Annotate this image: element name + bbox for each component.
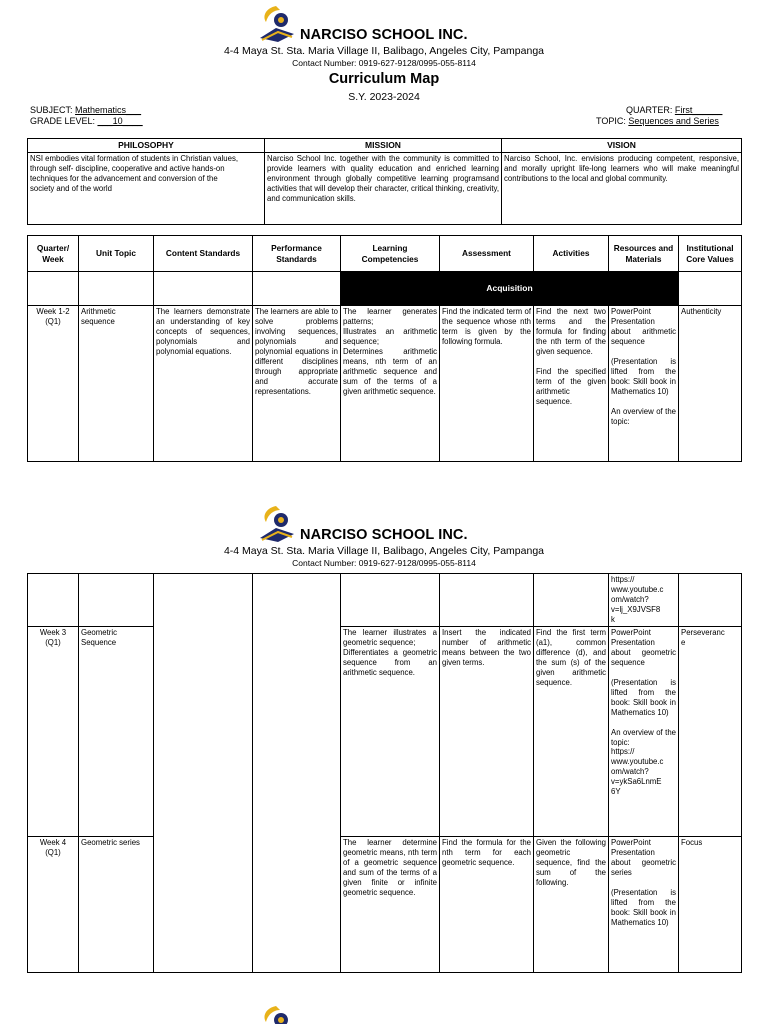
- table-row: [28, 626, 742, 836]
- quarter-value: First______: [674, 105, 723, 115]
- row-learning-competencies: The learner illustrates a geometric sequence; Differentiates a geometric sequence from an arithmetic sequence.: [341, 626, 440, 836]
- row-core-values: Authenticity: [679, 306, 742, 462]
- school-address: 4-4 Maya St. Sta. Maria Village II, Balibago, Angeles City, Pampanga: [223, 545, 545, 557]
- grade-label: GRADE LEVEL:: [30, 116, 96, 126]
- school-address: 4-4 Maya St. Sta. Maria Village II, Balibago, Angeles City, Pampanga: [223, 45, 545, 57]
- row-week: Week 1-2 (Q1): [28, 306, 79, 462]
- row-learning-competencies: The learner generates patterns; Illustrates an arithmetic sequence; Determines arithmetic means, nth term of an arithmetic sequence and sum of the terms of a given arithmetic sequence.: [341, 306, 440, 462]
- row-content-standards: The learners demonstrate an understanding of key concepts of sequences, polynomials and polynomial equations.: [154, 306, 253, 462]
- header-content-standards: Content Standards: [154, 236, 253, 272]
- row-assessment: Insert the indicated number of arithmetic means between the two given terms.: [440, 626, 534, 836]
- grade-value: ___10____: [97, 116, 143, 126]
- row-unit-topic: Geometric Sequence: [79, 626, 154, 836]
- header-assessment: Assessment: [440, 236, 534, 272]
- row-unit-topic: Arithmetic sequence: [79, 306, 154, 462]
- page-header: [0, 500, 768, 568]
- vision-text: Narciso School, Inc. envisions producing competent, responsive, and morally upright life-long learners who will make meaningful contributions to the local and global community.: [502, 152, 742, 224]
- philosophy-text: NSI embodies vital formation of students in Christian values, through self- discipline, cooperative and active hands-on techniques for the advancement and conversion of the society and of the world: [28, 152, 265, 224]
- header-activities: Activities: [534, 236, 609, 272]
- row-week: Week 4 (Q1): [28, 836, 79, 972]
- acquisition-band: Acquisition: [341, 272, 679, 306]
- subject-label: SUBJECT:: [30, 105, 73, 115]
- row-resources-continued: https:// www.youtube.c om/watch? v=lj_X9JVSF8 k: [609, 574, 679, 627]
- quarter-line: [626, 105, 722, 115]
- table-row: [28, 306, 742, 462]
- school-name: NARCISO SCHOOL INC.: [300, 527, 468, 543]
- mission-text: Narciso School Inc. together with the community is committed to provide learners with quality education and enriched learning environment through globally competitive learning programsand activities that will develop their character, critical thinking, creativity, and communication skills.: [265, 152, 502, 224]
- contact-number: Contact Number: 0919-627-9128/0995-055-8114: [292, 58, 476, 68]
- row-core-values: Focus: [679, 836, 742, 972]
- school-name: NARCISO SCHOOL INC.: [300, 27, 468, 43]
- mission-header: MISSION: [265, 139, 502, 153]
- header-performance-standards: Performance Standards: [253, 236, 341, 272]
- topic-line: [596, 116, 719, 126]
- school-logo-icon: [256, 4, 298, 44]
- school-logo-icon: [256, 1004, 298, 1024]
- content-standards-spanned-cell: [154, 574, 253, 973]
- quarter-label: QUARTER:: [626, 105, 673, 115]
- school-year: S.Y. 2023-2024: [348, 91, 420, 103]
- performance-standards-spanned-cell: [253, 574, 341, 973]
- row-week: Week 3 (Q1): [28, 626, 79, 836]
- vision-header: VISION: [502, 139, 742, 153]
- row-resources: PowerPoint Presentation about geometric series (Presentation is lifted from the book: Skill book in Mathematics 10): [609, 836, 679, 972]
- topic-label: TOPIC:: [596, 116, 626, 126]
- subject-value: Mathematics___: [75, 105, 142, 115]
- page-3: [0, 1000, 768, 1024]
- row-activities: Find the next two terms and the formula for finding the nth term of the given sequence. Find the specified term of the given arithmetic sequence.: [534, 306, 609, 462]
- header-core-values: Institutional Core Values: [679, 236, 742, 272]
- grade-line: [30, 116, 143, 126]
- row-assessment: Find the formula for the nth term for each geometric sequence.: [440, 836, 534, 972]
- header-unit-topic: Unit Topic: [79, 236, 154, 272]
- page-header: [0, 0, 768, 103]
- contact-number: Contact Number: 0919-627-9128/0995-055-8114: [292, 558, 476, 568]
- header-quarter-week: Quarter/ Week: [28, 236, 79, 272]
- row-unit-topic: Geometric series: [79, 836, 154, 972]
- curriculum-map-table: [27, 235, 742, 462]
- row-assessment: Find the indicated term of the sequence whose nth term is given by the following formula.: [440, 306, 534, 462]
- school-logo-icon: [256, 504, 298, 544]
- row-resources: PowerPoint Presentation about arithmetic sequence (Presentation is lifted from the book: Skill book in Mathematics 10) An overview of the topic:: [609, 306, 679, 462]
- page-2: [0, 500, 768, 980]
- topic-value: Sequences and Series: [628, 116, 719, 126]
- curriculum-map-table-continued: [27, 573, 742, 973]
- header-resources-materials: Resources and Materials: [609, 236, 679, 272]
- table-row: [28, 574, 742, 627]
- page-1: [0, 0, 768, 470]
- row-activities: Given the following geometric sequence, find the sum of the following.: [534, 836, 609, 972]
- row-learning-competencies: The learner determine geometric means, nth term of a geometric sequence and sum of the terms of a given finite or infinite geometric sequence.: [341, 836, 440, 972]
- table-row: [28, 836, 742, 972]
- row-resources: PowerPoint Presentation about geometric sequence (Presentation is lifted from the book: Skill book in Mathematics 10) An overview of the topic: https:// www.youtube.c om/watch? v=ykSa6LnmE 6Y: [609, 626, 679, 836]
- row-activities: Find the first term (a1), common difference (d), and the sum (s) of the given arithmetic sequence.: [534, 626, 609, 836]
- document-title: Curriculum Map: [328, 71, 440, 87]
- philosophy-header: PHILOSOPHY: [28, 139, 265, 153]
- row-performance-standards: The learners are able to solve problems involving sequences, polynomials and polynomial equations in different disciplines through appropriate and accurate representations.: [253, 306, 341, 462]
- subject-line: [30, 105, 141, 115]
- header-learning-competencies: Learning Competencies: [341, 236, 440, 272]
- row-core-values: Perseveranc e: [679, 626, 742, 836]
- philosophy-mission-vision-table: [27, 138, 742, 225]
